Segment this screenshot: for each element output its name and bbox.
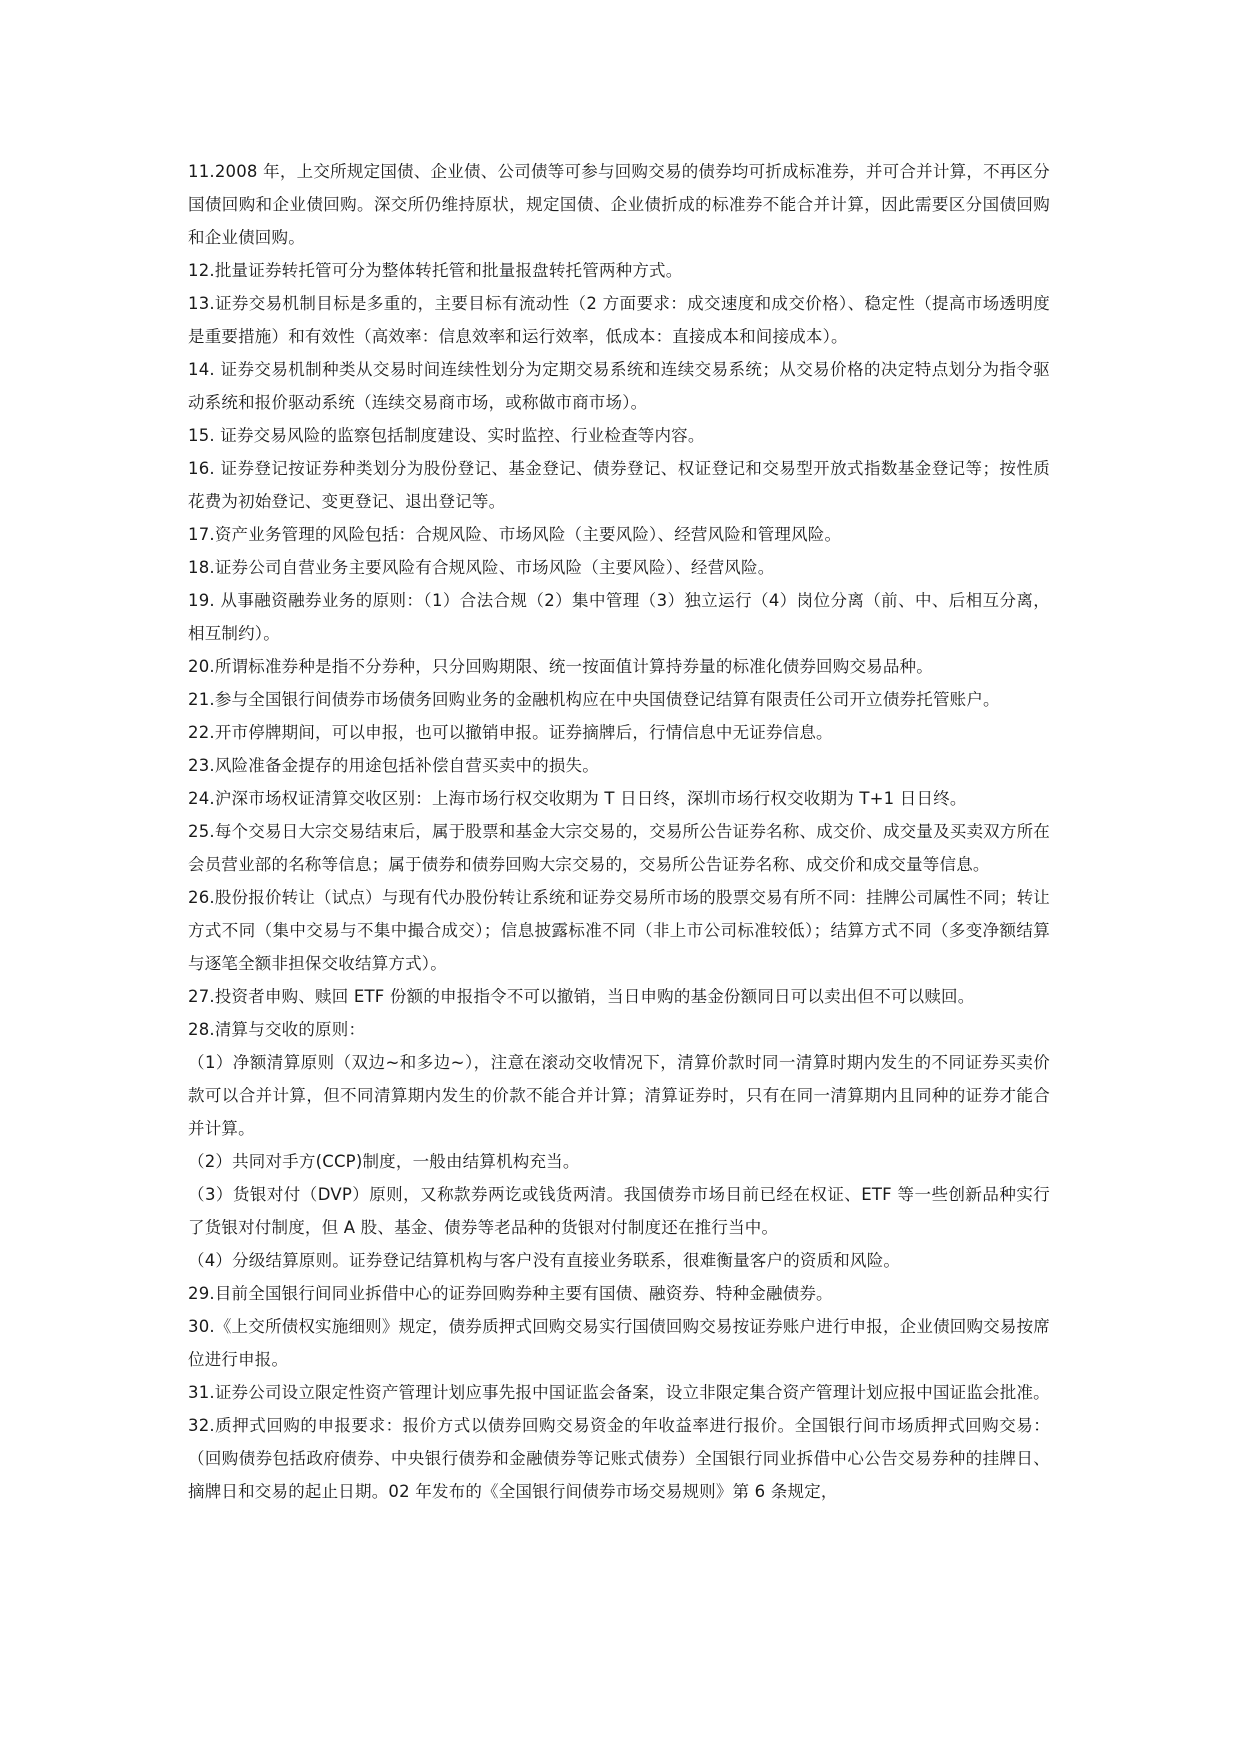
paragraph-28-item-1: （1）净额清算原则（双边~和多边~），注意在滚动交收情况下，清算价款时同一清算时期内发生的不同证券买卖价款可以合并计算，但不同清算期内发生的价款不能合并计算；清算证券时，只有在同一清算期内且同种的证券才能合并计算。 <box>188 1053 1050 1138</box>
paragraph-16: 16. 证券登记按证券种类划分为股份登记、基金登记、债券登记、权证登记和交易型开放式指数基金登记等；按性质花费为初始登记、变更登记、退出登记等。 <box>188 459 1050 511</box>
paragraph-21: 21.参与全国银行间债券市场债务回购业务的金融机构应在中央国债登记结算有限责任公司开立债券托管账户。 <box>188 690 1000 709</box>
paragraph-24: 24.沪深市场权证清算交收区别：上海市场行权交收期为 T 日日终，深圳市场行权交收期为 T+1 日日终。 <box>188 789 967 808</box>
paragraph-17: 17.资产业务管理的风险包括：合规风险、市场风险（主要风险）、经营风险和管理风险。 <box>188 525 842 544</box>
paragraph-25: 25.每个交易日大宗交易结束后，属于股票和基金大宗交易的，交易所公告证券名称、成交价、成交量及买卖双方所在会员营业部的名称等信息；属于债券和债券回购大宗交易的，交易所公告证券名称、成交价和成交量等信息。 <box>188 822 1050 874</box>
document-body <box>188 155 1050 1508</box>
paragraph-28: 28.清算与交收的原则： <box>188 1020 366 1039</box>
paragraph-30: 30.《上交所债权实施细则》规定，债券质押式回购交易实行国债回购交易按证券账户进行申报，企业债回购交易按席位进行申报。 <box>188 1317 1050 1369</box>
paragraph-28-item-3: （3）货银对付（DVP）原则，又称款券两讫或钱货两清。我国债券市场目前已经在权证、ETF 等一些创新品种实行了货银对付制度，但 A 股、基金、债券等老品种的货银对付制度还在推行当中。 <box>188 1185 1050 1237</box>
paragraph-28-item-4: （4）分级结算原则。证券登记结算机构与客户没有直接业务联系，很难衡量客户的资质和风险。 <box>188 1251 901 1270</box>
paragraph-29: 29.目前全国银行间同业拆借中心的证券回购券种主要有国债、融资券、特种金融债券。 <box>188 1284 833 1303</box>
paragraph-28-item-2: （2）共同对手方(CCP)制度，一般由结算机构充当。 <box>188 1152 580 1171</box>
paragraph-32: 32.质押式回购的申报要求：报价方式以债券回购交易资金的年收益率进行报价。全国银行间市场质押式回购交易：（回购债券包括政府债券、中央银行债券和金融债券等记账式债券）全国银行同业拆借中心公告交易券种的挂牌日、摘牌日和交易的起止日期。02 年发布的《全国银行间债券市场交易规则》第 6 条规定， <box>188 1416 1050 1501</box>
paragraph-23: 23.风险准备金提存的用途包括补偿自营买卖中的损失。 <box>188 756 599 775</box>
paragraph-31: 31.证券公司设立限定性资产管理计划应事先报中国证监会备案，设立非限定集合资产管理计划应报中国证监会批准。 <box>188 1383 1050 1402</box>
paragraph-14: 14. 证券交易机制种类从交易时间连续性划分为定期交易系统和连续交易系统；从交易价格的决定特点划分为指令驱动系统和报价驱动系统（连续交易商市场，或称做市商市场）。 <box>188 360 1050 412</box>
paragraph-12: 12.批量证券转托管可分为整体转托管和批量报盘转托管两种方式。 <box>188 261 683 280</box>
paragraph-19: 19. 从事融资融券业务的原则：（1）合法合规（2）集中管理（3）独立运行（4）岗位分离（前、中、后相互分离，相互制约）。 <box>188 591 1050 643</box>
paragraph-26: 26.股份报价转让（试点）与现有代办股份转让系统和证券交易所市场的股票交易有所不同：挂牌公司属性不同；转让方式不同（集中交易与不集中撮合成交）；信息披露标准不同（非上市公司标准较低）；结算方式不同（多变净额结算与逐笔全额非担保交收结算方式）。 <box>188 888 1050 973</box>
paragraph-27: 27.投资者申购、赎回 ETF 份额的申报指令不可以撤销，当日申购的基金份额同日可以卖出但不可以赎回。 <box>188 987 975 1006</box>
paragraph-22: 22.开市停牌期间，可以申报，也可以撤销申报。证券摘牌后，行情信息中无证券信息。 <box>188 723 833 742</box>
paragraph-11: 11.2008 年，上交所规定国债、企业债、公司债等可参与回购交易的债券均可折成标准券，并可合并计算，不再区分国债回购和企业债回购。深交所仍维持原状，规定国债、企业债折成的标准券不能合并计算，因此需要区分国债回购和企业债回购。 <box>188 162 1050 247</box>
paragraph-15: 15. 证券交易风险的监察包括制度建设、实时监控、行业检查等内容。 <box>188 426 705 445</box>
paragraph-20: 20.所谓标准券种是指不分券种，只分回购期限、统一按面值计算持券量的标准化债券回购交易品种。 <box>188 657 933 676</box>
paragraph-18: 18.证券公司自营业务主要风险有合规风险、市场风险（主要风险）、经营风险。 <box>188 558 775 577</box>
paragraph-13: 13.证券交易机制目标是多重的，主要目标有流动性（2 方面要求：成交速度和成交价格）、稳定性（提高市场透明度是重要措施）和有效性（高效率：信息效率和运行效率，低成本：直接成本和间接成本）。 <box>188 294 1050 346</box>
